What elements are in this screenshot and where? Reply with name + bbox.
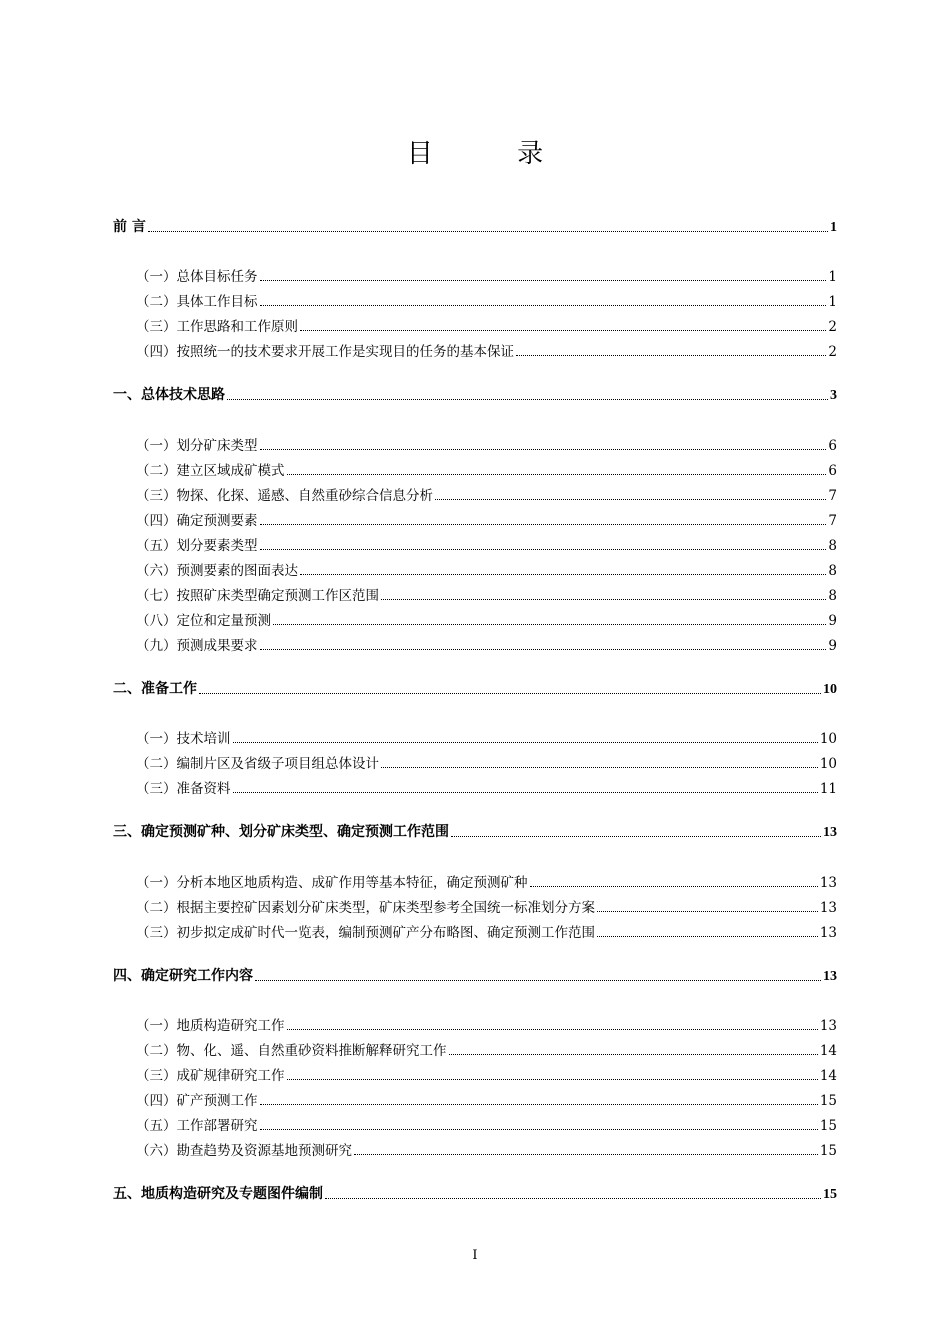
toc-entry-label: （二）物、化、遥、自然重砂资料推断解释研究工作: [136, 1039, 449, 1059]
toc-entry-label: （二）建立区域成矿模式: [136, 459, 287, 479]
dot-leader: [199, 692, 821, 694]
toc-item-entry[interactable]: [136, 290, 837, 310]
toc-entry-label: （三）初步拟定成矿时代一览表，编制预测矿产分布略图、确定预测工作范围: [136, 921, 597, 941]
toc-entry-page-number: 15: [823, 1187, 837, 1202]
toc-item-entry[interactable]: [136, 896, 837, 916]
toc-entry-label: （三）工作思路和工作原则: [136, 315, 300, 335]
toc-entry-page-number: 13: [823, 825, 837, 840]
dot-leader: [530, 885, 818, 887]
toc-item-entry[interactable]: [136, 584, 837, 604]
toc-item-entry[interactable]: [136, 871, 837, 891]
toc-entry-label: （一）总体目标任务: [136, 265, 260, 285]
dot-leader: [325, 1197, 821, 1199]
toc-entry-page-number: 15: [819, 1118, 837, 1134]
toc-entry-label: （九）预测成果要求: [136, 634, 260, 654]
toc-item-entry[interactable]: [136, 534, 837, 554]
toc-entry-page-number: 6: [828, 438, 837, 454]
page-title: 目 录: [406, 139, 582, 169]
toc-entry-label: （四）按照统一的技术要求开展工作是实现目的任务的基本保证: [136, 340, 516, 360]
toc-entry-page-number: 1: [830, 220, 837, 235]
dot-leader: [260, 279, 827, 281]
toc-section-entry[interactable]: [113, 216, 837, 236]
toc-item-entry[interactable]: [136, 727, 837, 747]
toc-entry-label: 一、总体技术思路: [113, 384, 227, 404]
toc-entry-page-number: 13: [819, 875, 837, 891]
toc-section-entry[interactable]: [113, 1183, 837, 1203]
toc-entry-page-number: 13: [819, 925, 837, 941]
toc-entry-page-number: 11: [819, 781, 837, 797]
dot-leader: [287, 1028, 818, 1030]
toc-item-entry[interactable]: [136, 509, 837, 529]
dot-leader: [300, 573, 826, 575]
toc-entry-page-number: 10: [819, 756, 837, 772]
toc-item-entry[interactable]: [136, 484, 837, 504]
toc-entry-page-number: 8: [828, 538, 837, 554]
dot-leader: [260, 304, 827, 306]
toc-section-entry[interactable]: [113, 384, 837, 404]
toc-entry-label: （二）编制片区及省级子项目组总体设计: [136, 752, 381, 772]
toc-entry-label: （四）矿产预测工作: [136, 1089, 260, 1109]
toc-item-entry[interactable]: [136, 1039, 837, 1059]
toc-entry-label: 五、地质构造研究及专题图件编制: [113, 1183, 325, 1203]
toc-entry-label: （一）分析本地区地质构造、成矿作用等基本特征，确定预测矿种: [136, 871, 530, 891]
toc-entry-page-number: 13: [823, 969, 837, 984]
dot-leader: [233, 791, 818, 793]
dot-leader: [435, 498, 826, 500]
toc-entry-page-number: 13: [819, 1018, 837, 1034]
toc-entry-page-number: 7: [828, 513, 837, 529]
toc-item-entry[interactable]: [136, 434, 837, 454]
toc-entry-page-number: 2: [828, 319, 837, 335]
dot-leader: [255, 979, 821, 981]
toc-entry-page-number: 8: [828, 563, 837, 579]
toc-entry-label: 二、准备工作: [113, 678, 199, 698]
page-number: I: [472, 1248, 478, 1263]
toc-section-entry[interactable]: [113, 821, 837, 841]
dot-leader: [287, 473, 827, 475]
dot-leader: [287, 1078, 818, 1080]
toc-item-entry[interactable]: [136, 777, 837, 797]
toc-entry-label: （三）成矿规律研究工作: [136, 1064, 287, 1084]
toc-entry-page-number: 14: [819, 1068, 837, 1084]
dot-leader: [354, 1153, 818, 1155]
toc-entry-label: （五）划分要素类型: [136, 534, 260, 554]
toc-entry-page-number: 9: [828, 638, 837, 654]
toc-entry-page-number: 10: [823, 682, 837, 697]
toc-entry-page-number: 15: [819, 1093, 837, 1109]
toc-entry-label: 三、确定预测矿种、划分矿床类型、确定预测工作范围: [113, 821, 451, 841]
dot-leader: [148, 230, 828, 232]
toc-entry-label: 前 言: [113, 216, 148, 236]
toc-item-entry[interactable]: [136, 340, 837, 360]
dot-leader: [260, 648, 827, 650]
dot-leader: [451, 835, 821, 837]
dot-leader: [260, 448, 827, 450]
toc-entry-label: （三）准备资料: [136, 777, 233, 797]
toc-item-entry[interactable]: [136, 634, 837, 654]
dot-leader: [516, 354, 826, 356]
toc-section-entry[interactable]: [113, 678, 837, 698]
toc-entry-label: （八）定位和定量预测: [136, 609, 273, 629]
toc-entry-page-number: 7: [828, 488, 837, 504]
toc-entry-page-number: 8: [828, 588, 837, 604]
toc-entry-page-number: 1: [828, 294, 837, 310]
toc-item-entry[interactable]: [136, 1089, 837, 1109]
toc-item-entry[interactable]: [136, 1064, 837, 1084]
toc-entry-page-number: 15: [819, 1143, 837, 1159]
toc-item-entry[interactable]: [136, 921, 837, 941]
toc-entry-label: （一）地质构造研究工作: [136, 1014, 287, 1034]
dot-leader: [273, 623, 826, 625]
toc-entry-page-number: 14: [819, 1043, 837, 1059]
dot-leader: [597, 935, 818, 937]
toc-item-entry[interactable]: [136, 1114, 837, 1134]
toc-entry-label: （六）预测要素的图面表达: [136, 559, 300, 579]
toc-item-entry[interactable]: [136, 265, 837, 285]
toc-entry-label: （一）技术培训: [136, 727, 233, 747]
toc-entry-page-number: 6: [828, 463, 837, 479]
toc-entry-label: （二）具体工作目标: [136, 290, 260, 310]
toc-entry-page-number: 3: [830, 388, 837, 403]
toc-entry-label: （五）工作部署研究: [136, 1114, 260, 1134]
dot-leader: [233, 741, 818, 743]
toc-entry-label: （四）确定预测要素: [136, 509, 260, 529]
toc-entry-label: （七）按照矿床类型确定预测工作区范围: [136, 584, 381, 604]
dot-leader: [260, 1103, 818, 1105]
dot-leader: [260, 523, 827, 525]
toc-entry-label: （六）勘查趋势及资源基地预测研究: [136, 1139, 354, 1159]
toc-item-entry[interactable]: [136, 459, 837, 479]
toc-entry-page-number: 10: [819, 731, 837, 747]
toc-item-entry[interactable]: [136, 609, 837, 629]
toc-entry-label: （二）根据主要控矿因素划分矿床类型，矿床类型参考全国统一标准划分方案: [136, 896, 597, 916]
toc-entry-label: （三）物探、化探、遥感、自然重砂综合信息分析: [136, 484, 435, 504]
toc-entry-page-number: 2: [828, 344, 837, 360]
dot-leader: [449, 1053, 818, 1055]
dot-leader: [260, 548, 827, 550]
toc-item-entry[interactable]: [136, 1014, 837, 1034]
dot-leader: [381, 766, 818, 768]
toc-entry-page-number: 9: [828, 613, 837, 629]
toc-entry-label: （一）划分矿床类型: [136, 434, 260, 454]
dot-leader: [260, 1128, 818, 1130]
toc-item-entry[interactable]: [136, 559, 837, 579]
toc-item-entry[interactable]: [136, 752, 837, 772]
toc-item-entry[interactable]: [136, 315, 837, 335]
toc-item-entry[interactable]: [136, 1139, 837, 1159]
toc-section-entry[interactable]: [113, 965, 837, 985]
dot-leader: [381, 598, 826, 600]
toc-entry-label: 四、确定研究工作内容: [113, 965, 255, 985]
toc-entry-page-number: 13: [819, 900, 837, 916]
toc-entry-page-number: 1: [828, 269, 837, 285]
dot-leader: [597, 910, 818, 912]
dot-leader: [300, 329, 826, 331]
dot-leader: [227, 398, 828, 400]
